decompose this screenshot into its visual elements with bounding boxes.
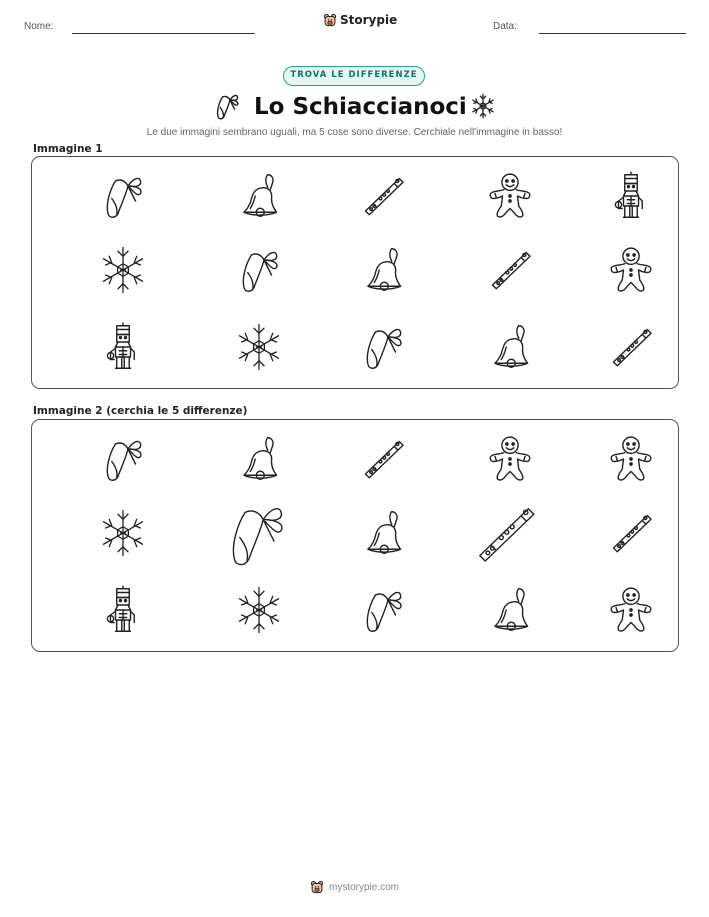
flute-icon — [606, 322, 656, 372]
flute-icon — [485, 245, 535, 295]
image1-panel — [31, 156, 679, 389]
name-line[interactable] — [72, 33, 255, 34]
flute-icon[interactable] — [606, 508, 656, 558]
ballet-shoe-icon[interactable] — [358, 585, 408, 635]
gingerbread-icon — [485, 171, 535, 221]
storypie-logo — [323, 13, 397, 27]
bell-icon[interactable] — [358, 508, 408, 558]
snowflake-icon[interactable] — [98, 508, 148, 558]
name-label: Nome: — [24, 21, 54, 32]
gingerbread-icon[interactable] — [606, 434, 656, 484]
snowflake-icon[interactable] — [234, 585, 284, 635]
ballet-shoe-icon — [98, 171, 148, 221]
date-label: Data: — [493, 21, 517, 32]
footer-url[interactable]: mystorypie.com — [328, 881, 399, 893]
nutcracker-icon — [606, 171, 656, 221]
snowflake-icon — [234, 322, 284, 372]
ballet-shoe-icon — [234, 245, 284, 295]
snowflake-icon — [98, 245, 148, 295]
gingerbread-icon[interactable] — [606, 585, 656, 635]
flute-icon[interactable] — [469, 498, 541, 570]
brand-name: Storypie — [340, 13, 398, 27]
nutcracker-icon — [98, 322, 148, 372]
bell-icon — [485, 322, 535, 372]
image1-label: Immagine 1 — [33, 143, 103, 155]
ballet-shoe-icon[interactable] — [98, 434, 148, 484]
activity-badge: TROVA LE DIFFERENZE — [283, 66, 425, 86]
date-line[interactable] — [539, 33, 686, 34]
bell-icon — [234, 171, 284, 221]
bell-icon[interactable] — [485, 585, 535, 635]
flute-icon — [358, 171, 408, 221]
flute-icon[interactable] — [358, 434, 408, 484]
snowflake-icon — [470, 93, 496, 119]
image2-label: Immagine 2 (cerchia le 5 differenze) — [33, 405, 248, 417]
ballet-shoe-icon — [212, 91, 242, 121]
bell-icon — [358, 245, 408, 295]
bear-icon — [323, 13, 337, 27]
instructions: Le due immagini sembrano uguali, ma 5 cose sono diverse. Cerchiale nell'immagine in basso! — [146, 127, 563, 138]
gingerbread-icon[interactable] — [485, 434, 535, 484]
ballet-shoe-icon — [358, 322, 408, 372]
bear-icon — [310, 880, 324, 894]
page-title: Lo Schiaccianoci — [254, 94, 467, 120]
title-row — [0, 90, 709, 126]
footer — [0, 880, 709, 894]
nutcracker-icon[interactable] — [98, 585, 148, 635]
image2-panel[interactable] — [31, 419, 679, 652]
bell-icon[interactable] — [234, 434, 284, 484]
gingerbread-icon — [606, 245, 656, 295]
ballet-shoe-icon[interactable] — [220, 498, 292, 570]
